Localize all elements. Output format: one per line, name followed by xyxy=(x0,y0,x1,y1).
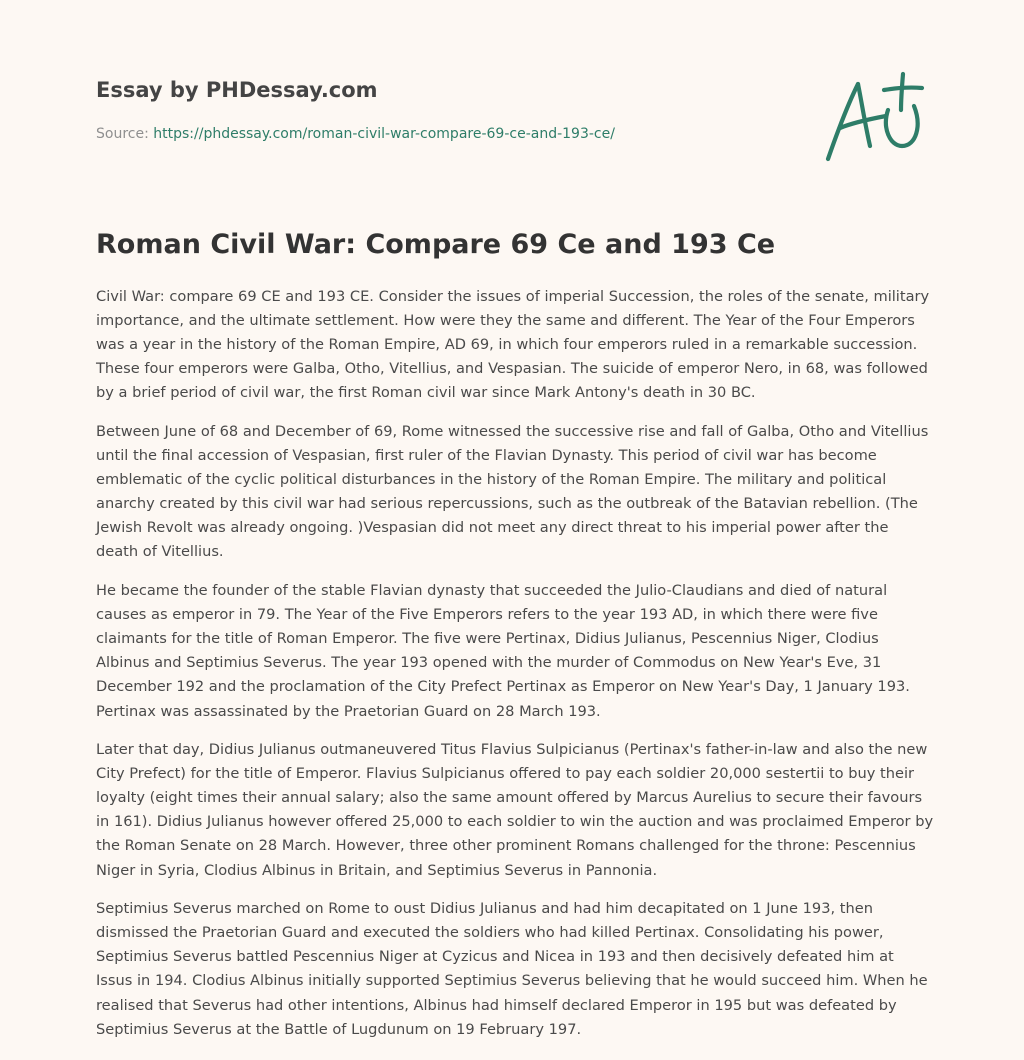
source-line xyxy=(96,124,756,144)
site-brand: Essay by PHDessay.com xyxy=(96,78,378,102)
paragraph: He became the founder of the stable Flavian dynasty that succeeded the Julio-Claudians and died of natural causes as emperor in 79. The Year of the Five Emperors refers to the year 193 AD, in which there were five claimants for the title of Roman Emperor. The five were Pertinax, Didius Julianus, Pescennius Niger, Clodius Albinus and Septimius Severus. The year 193 opened with the murder of Commodus on New Year's Eve, 31 December 192 and the proclamation of the City Prefect Pertinax as Emperor on New Year's Day, 1 January 193. Pertinax was assassinated by the Praetorian Guard on 28 March 193. xyxy=(96,582,910,720)
paragraph: Later that day, Didius Julianus outmaneuvered Titus Flavius Sulpicianus (Pertinax's father-in-law and also the new City Prefect) for the title of Emperor. Flavius Sulpicianus offered to pay each soldier 20,000 sestertii to buy their loyalty (eight times their annual salary; also the same amount offered by Marcus Aurelius to secure their favours in 161). Didius Julianus however offered 25,000 to each soldier to win the auction and was proclaimed Emperor by the Roman Senate on 28 March. However, three other prominent Romans challenged for the throne: Pescennius Niger in Syria, Clodius Albinus in Britain, and Septimius Severus in Pannonia. xyxy=(96,741,934,879)
a-plus-logo-icon xyxy=(818,66,930,166)
page-header xyxy=(96,76,756,144)
source-link[interactable]: https://phdessay.com/roman-civil-war-compare-69-ce-and-193-ce/ xyxy=(153,126,615,142)
paragraph: Civil War: compare 69 CE and 193 CE. Consider the issues of imperial Succession, the roles of the senate, military importance, and the ultimate settlement. How were they the same and different. The Year of the Four Emperors was a year in the history of the Roman Empire, AD 69, in which four emperors ruled in a remarkable succession. These four emperors were Galba, Otho, Vitellius, and Vespasian. The suicide of emperor Nero, in 68, was followed by a brief period of civil war, the first Roman civil war since Mark Antony's death in 30 BC. xyxy=(96,288,930,402)
article-body xyxy=(96,285,934,1056)
paragraph: Septimius Severus marched on Rome to oust Didius Julianus and had him decapitated on 1 June 193, then dismissed the Praetorian Guard and executed the soldiers who had killed Pertinax. Consolidating his power, Septimius Severus battled Pescennius Niger at Cyzicus and Nicea in 193 and then decisively defeated him at Issus in 194. Clodius Albinus initially supported Septimius Severus believing that he would succeed him. When he realised that Severus had other intentions, Albinus had himself declared Emperor in 195 but was defeated by Septimius Severus at the Battle of Lugdunum on 19 February 197. xyxy=(96,900,928,1038)
source-label: Source: xyxy=(96,126,149,142)
article-title: Roman Civil War: Compare 69 Ce and 193 Ce xyxy=(96,229,776,260)
paragraph: Between June of 68 and December of 69, Rome witnessed the successive rise and fall of Galba, Otho and Vitellius until the final accession of Vespasian, first ruler of the Flavian Dynasty. This period of civil war has become emblematic of the cyclic political disturbances in the history of the Roman Empire. The military and political anarchy created by this civil war had serious repercussions, such as the outbreak of the Batavian rebellion. (The Jewish Revolt was already ongoing. )Vespasian did not meet any direct threat to his imperial power after the death of Vitellius. xyxy=(96,422,929,561)
